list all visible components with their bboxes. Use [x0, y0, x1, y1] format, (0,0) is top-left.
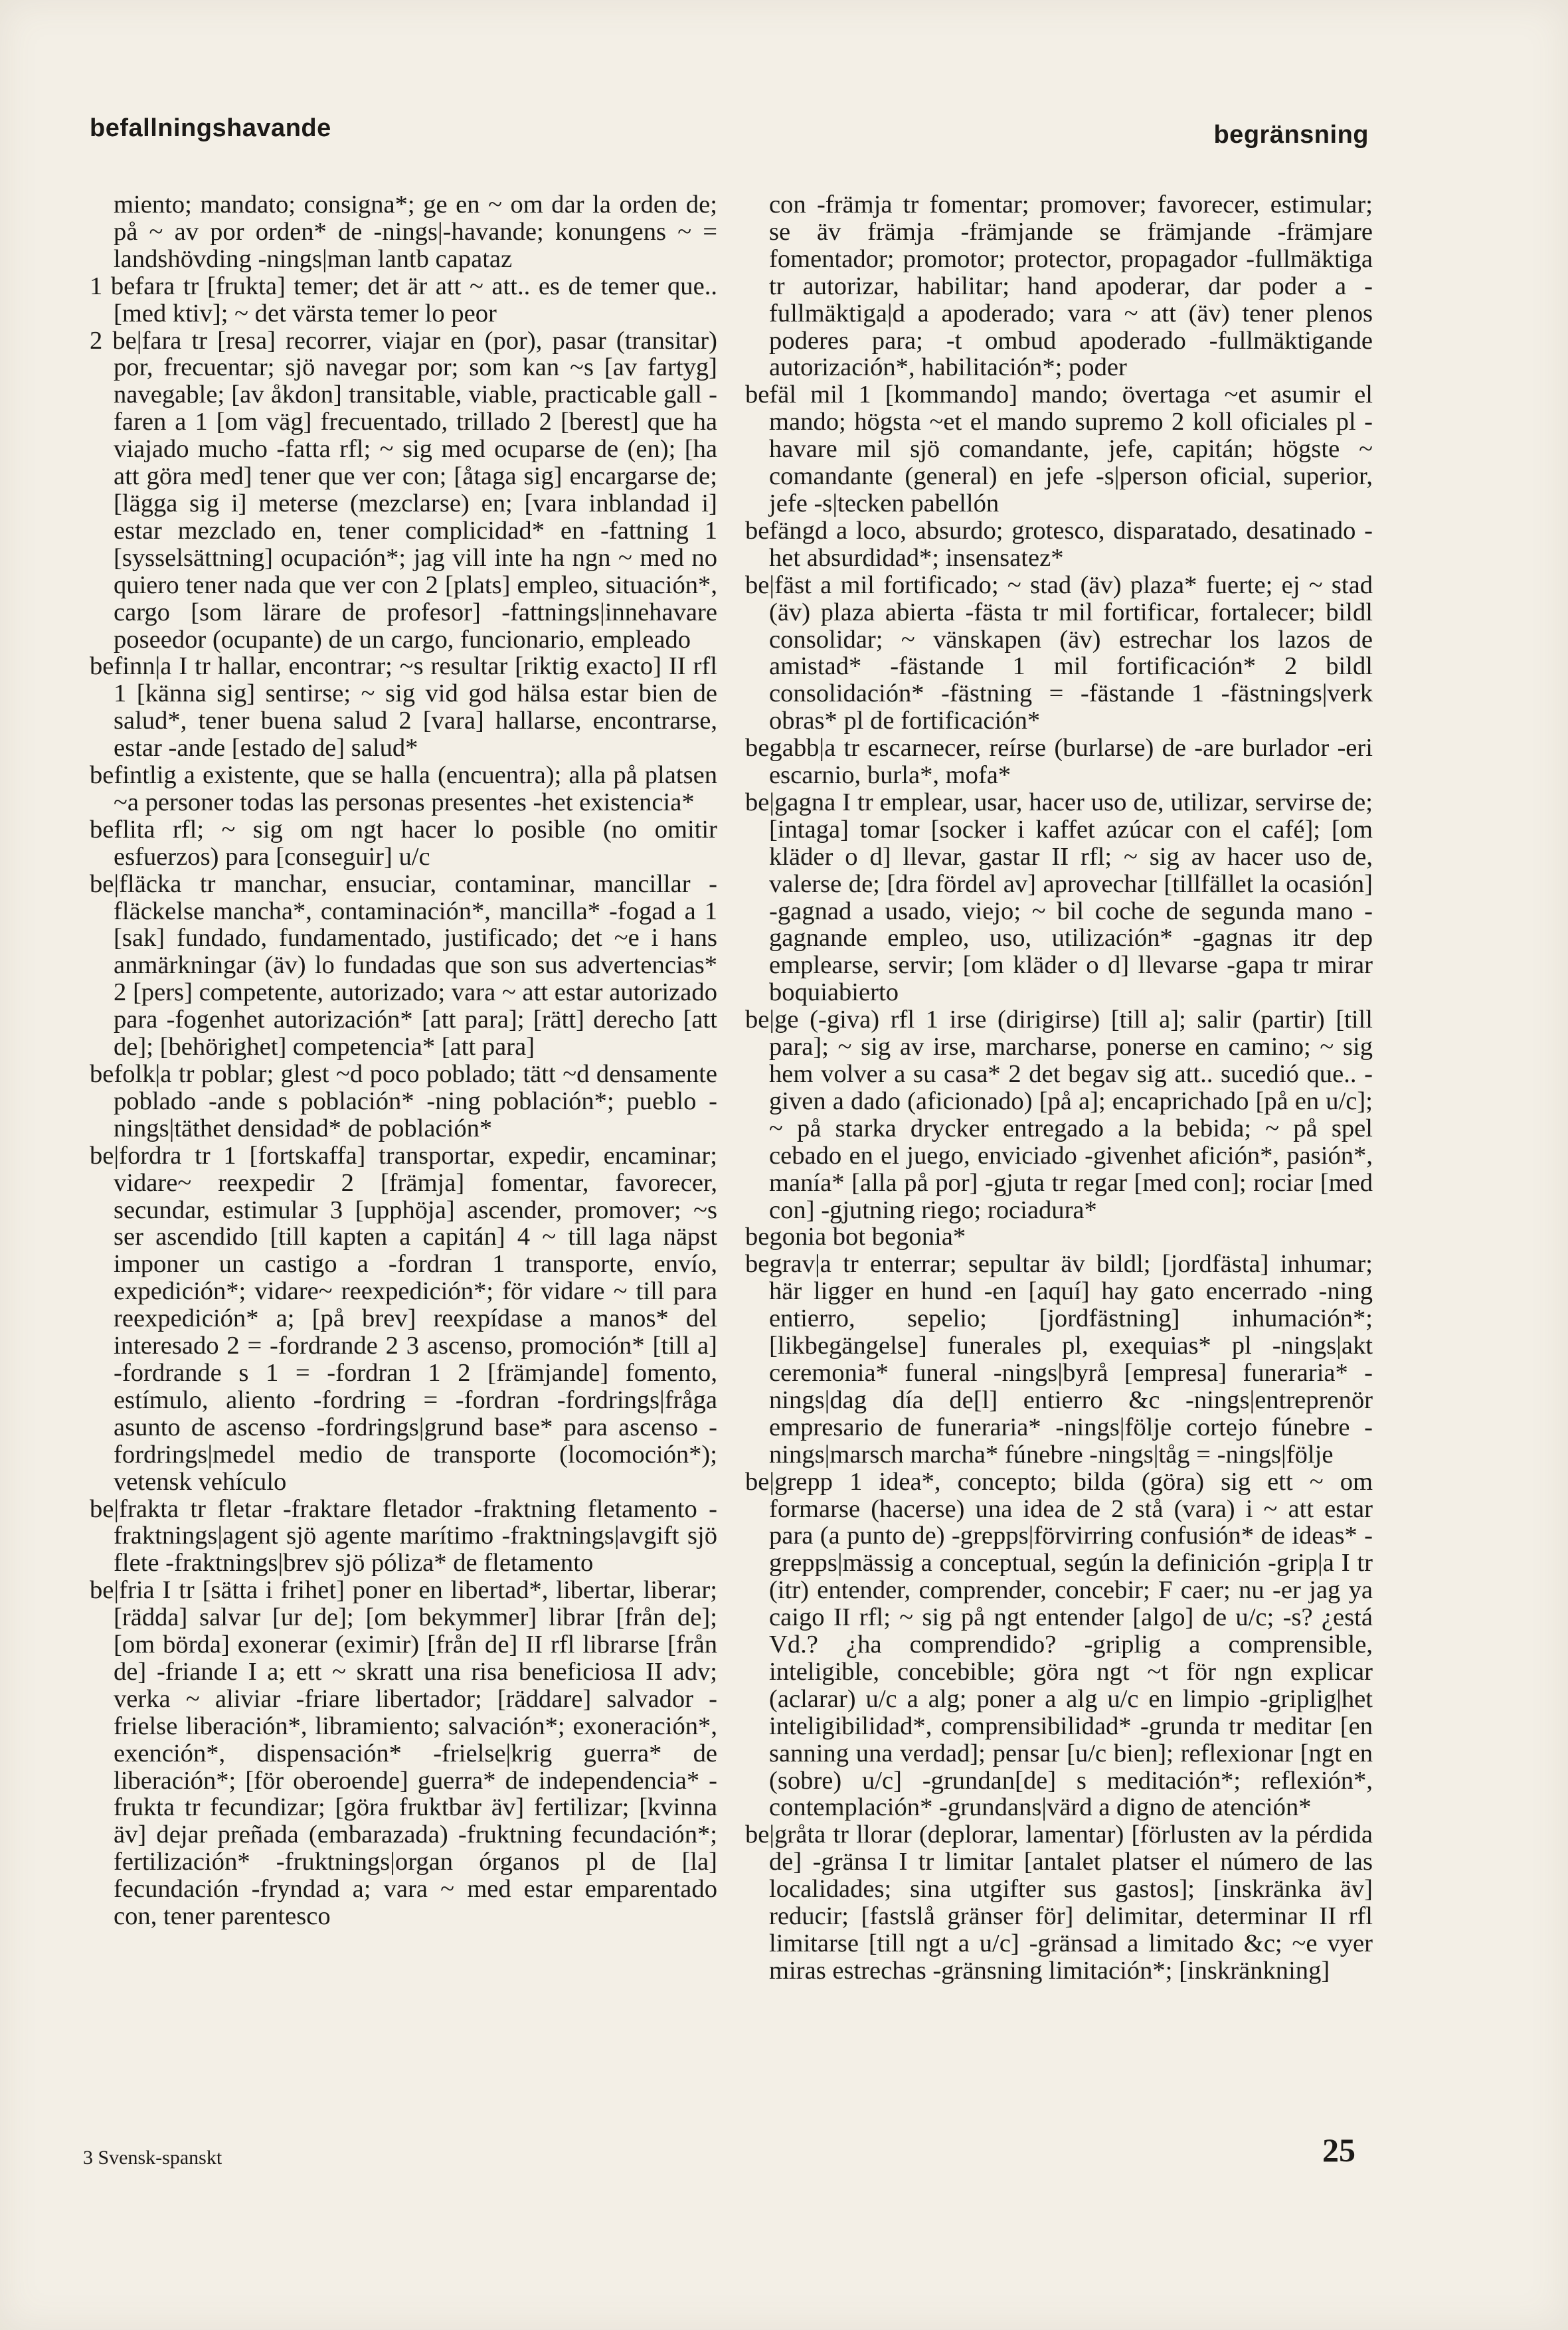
dictionary-entry: be|gråta tr llorar (deplorar, lamentar) [förlusten av la pérdida de] -gränsa I tr limitar [antalet platser el número de las localidades; sina utgifter sus gastos]; [inskränka äv] reducir; [fastslå gränser för] delimitar, determinar II rfl limitarse [till ngt a u/c] -gränsad a limitado &c; ~e vyer miras estrechas -gränsning limitación*; [inskränkning] [745, 1821, 1373, 1985]
dictionary-entry: begrav|a tr enterrar; sepultar äv bildl; [jordfästa] inhumar; här ligger en hund -en [aquí] hay gato encerrado -ning entierro, sepelio; [jordfästning] inhumación*; [likbegängelse] funerales pl, exequias* pl -nings|akt ceremonia* funeral -nings|byrå [empresa] funeraria* -nings|dag día de[l] entierro &c -nings|entreprenör empresario de funeraria* -nings|följe cortejo fúnebre -nings|marsch marcha* fúnebre -nings|tåg = -nings|följe [745, 1250, 1373, 1469]
dictionary-entry: be|frakta tr fletar -fraktare fletador -fraktning fletamento -fraktnings|agent sjö agente marítimo -fraktnings|avgift sjö flete -fraktnings|brev sjö póliza* de fletamento [90, 1494, 717, 1577]
dictionary-entry: be|fläcka tr manchar, ensuciar, contaminar, mancillar -fläckelse mancha*, contaminación*, mancilla* -fogad a 1 [sak] fundado, fundamentado, justificado; det ~e i hans anmärkningar (äv) lo fundadas que son sus advertencias* 2 [pers] competente, autorizado; vara ~ att estar autorizado para -fogenhet autorización* [att para]; [rätt] derecho [att de]; [behörighet] competencia* [att para] [90, 869, 717, 1061]
dictionary-entry: 2 be|fara tr [resa] recorrer, viajar en (por), pasar (transitar) por, frecuentar; sjö navegar por; som kan ~s [av fartyg] navegable; [av åkdon] transitable, viable, practicable gall -faren a 1 [om väg] frecuentado, trillado 2 [berest] que ha viajado mucho -fatta rfl; ~ sig med ocuparse de (en); [ha att göra med] tener que ver con; [åtaga sig] encargarse de; [lägga sig i] meterse (mezclarse) en; [vara inblandad i] estar mezclado en, tener complicidad* en -fattning 1 [sysselsättning] ocupación*; jag vill inte ha ngn ~ med no quiero tener nada que ver con 2 [plats] empleo, situación*, cargo [som lärare de profesor] -fattnings|innehavare poseedor (ocupante) de un cargo, funcionario, empleado [90, 326, 717, 654]
running-head-left: befallningshavande [90, 114, 331, 142]
dictionary-entry: begonia bot begonia* [745, 1223, 966, 1251]
printer-signature: 3 Svensk-spanskt [83, 2147, 222, 2169]
dictionary-entry: beflita rfl; ~ sig om ngt hacer lo posible (no omitir esfuerzos) para [conseguir] u/c [90, 815, 717, 871]
dictionary-entry: begabb|a tr escarnecer, reírse (burlarse) de -are burlador -eri escarnio, burla*, mofa* [745, 734, 1373, 790]
dictionary-entry: befängd a loco, absurdo; grotesco, disparatado, desatinado -het absurdidad*; insensatez* [745, 516, 1373, 572]
dictionary-entry: 1 befara tr [frukta] temer; det är att ~ att.. es de temer que.. [med ktiv]; ~ det värsta temer lo peor [90, 272, 717, 327]
dictionary-entry: be|ge (-giva) rfl 1 irse (dirigirse) [till a]; salir (partir) [till para]; ~ sig av irse, marcharse, ponerse en camino; ~ sig hem volver a su casa* 2 det begav sig att.. sucedió que.. -given a dado (aficionado) [på a]; encaprichado [på en u/c]; ~ på starka drycker entregado a la bebida; ~ på spel cebado en el juego, enviciado -givenhet afición*, pasión*, manía* [alla på por] -gjuta tr regar [med con]; rociar [med con] -gjutning riego; rociadura* [745, 1006, 1373, 1224]
dictionary-entry: be|fordra tr 1 [fortskaffa] transportar, expedir, encaminar; vidare~ reexpedir 2 [främja] fomentar, favorecer, secundar, estimular 3 [upphöja] ascender, promover; ~s ser ascendido [till kapten a capitán] 4 ~ till laga näpst imponer un castigo a -fordran 1 transporte, envío, expedición*; vidare~ reexpedición*; för vidare ~ till para reexpedición* a; [på brev] reexpídase a manos* del interesado 2 = -fordrande 2 3 ascenso, promoción* [till a] -fordrande s 1 = -fordran 1 2 [främjande] fomento, estímulo, aliento -fordring = -fordran -fordrings|fråga asunto de ascenso -fordrings|grund base* para ascenso -fordrings|medel medio de transporte (locomoción*); vetensk vehículo [90, 1141, 717, 1496]
page-number: 25 [1322, 2131, 1355, 2169]
dictionary-entry: befintlig a existente, que se halla (encuentra); alla på platsen ~a personer todas las personas presentes -het existencia* [90, 761, 717, 816]
dictionary-entry: be|fäst a mil fortificado; ~ stad (äv) plaza* fuerte; ej ~ stad (äv) plaza abierta -fästa tr mil fortificar, fortalecer; bildl consolidar; ~ vänskapen (äv) estrechar los lazos de amistad* -fästande 1 mil fortificación* 2 bildl consolidación* -fästning = -fästande 1 -fästnings|verk obras* pl de fortificación* [745, 571, 1373, 735]
dictionary-entry: befolk|a tr poblar; glest ~d poco poblado; tätt ~d densamente poblado -ande s población* -ning población*; pueblo -nings|täthet densidad* de población* [90, 1060, 717, 1142]
running-head-right: begränsning [1213, 121, 1369, 149]
dictionary-entry: befäl mil 1 [kommando] mando; övertaga ~et asumir el mando; högsta ~et el mando supremo 2 koll oficiales pl -havare mil sjö comandante, jefe, capitán; högste ~ comandante (general) en jefe -s|person oficial, superior, jefe -s|tecken pabellón [745, 381, 1373, 517]
dictionary-entry: be|grepp 1 idea*, concepto; bilda (göra) sig ett ~ om formarse (hacerse) una idea de 2 stå (vara) i ~ att estar para (a punto de) -grepps|förvirring confusión* de ideas* -grepps|mässig a conceptual, según la definición -grip|a I tr (itr) entender, comprender, concebir; F caer; nu -er jag ya caigo II rfl; ~ sig på ngt entender [algo] de u/c; -s? ¿está Vd.? ¿ha comprendido? -griplig a comprensible, inteligible, concebible; göra ngt ~t för ngn explicar (aclarar) u/c a alg; poner a alg u/c en limpio -griplig|het inteligibilidad*, comprensibilidad* -grunda tr meditar [en sanning una verdad]; pensar [u/c bien]; reflexionar [ngt en (sobre) u/c] -grundan[de] s meditación*; reflexión*, contemplación* -grundans|värd a digno de atención* [745, 1467, 1373, 1822]
left-column [90, 191, 717, 2064]
dictionary-entry: miento; mandato; consigna*; ge en ~ om dar la orden de; på ~ av por orden* de -nings|-havande; konungens ~ = landshövding -nings|man lantb capataz [114, 191, 717, 273]
dictionary-entry: con -främja tr fomentar; promover; favorecer, estimular; se äv främja -främjande se främjande -främjare fomentador; promotor; protector, propagador -fullmäktiga tr autorizar, habilitar; hand apoderar, dar poder a -fullmäktiga|d a apoderado; vara ~ att (äv) tener plenos poderes para; -t ombud apoderado -fullmäktigande autorización*, habilitación*; poder [769, 191, 1373, 382]
dictionary-entry: be|fria I tr [sätta i frihet] poner en libertad*, libertar, liberar; [rädda] salvar [ur de]; [om bekymmer] librar [från de]; [om börda] exonerar (eximir) [från de] II rfl librarse [från de] -friande I a; ett ~ skratt una risa beneficiosa II adv; verka ~ aliviar -friare libertador; [räddare] salvador -frielse liberación*, libramiento; salvación*; exoneración*, exención*, dispensación* -frielse|krig guerra* de liberación*; [för oberoende] guerra* de independencia* -frukta tr fecundizar; [göra fruktbar äv] fertilizar; [kvinna äv] dejar preñada (embarazada) -fruktning fecundación*; fertilización* -fruktnings|organ órganos pl de [la] fecundación -fryndad a; vara ~ med estar emparentado con, tener parentesco [90, 1576, 717, 1931]
dictionary-entry: befinn|a I tr hallar, encontrar; ~s resultar [riktig exacto] II rfl 1 [känna sig] sentirse; ~ sig vid god hälsa estar bien de salud*, tener buena salud 2 [vara] hallarse, encontrarse, estar -ande [estado de] salud* [90, 652, 717, 762]
right-column [745, 191, 1373, 2064]
dictionary-entry: be|gagna I tr emplear, usar, hacer uso de, utilizar, servirse de; [intaga] tomar [socker i kaffet azúcar con el café]; [om kläder o d] llevar, gastar II rfl; ~ sig av hacer uso de, valerse de; [dra fördel av] aprovechar [tillfället la ocasión] -gagnad a usado, viejo; ~ bil coche de segunda mano -gagnande empleo, uso, utilización* -gagnas itr dep emplearse, servir; [om kläder o d] llevarse -gapa tr mirar boquiabierto [745, 788, 1373, 1007]
